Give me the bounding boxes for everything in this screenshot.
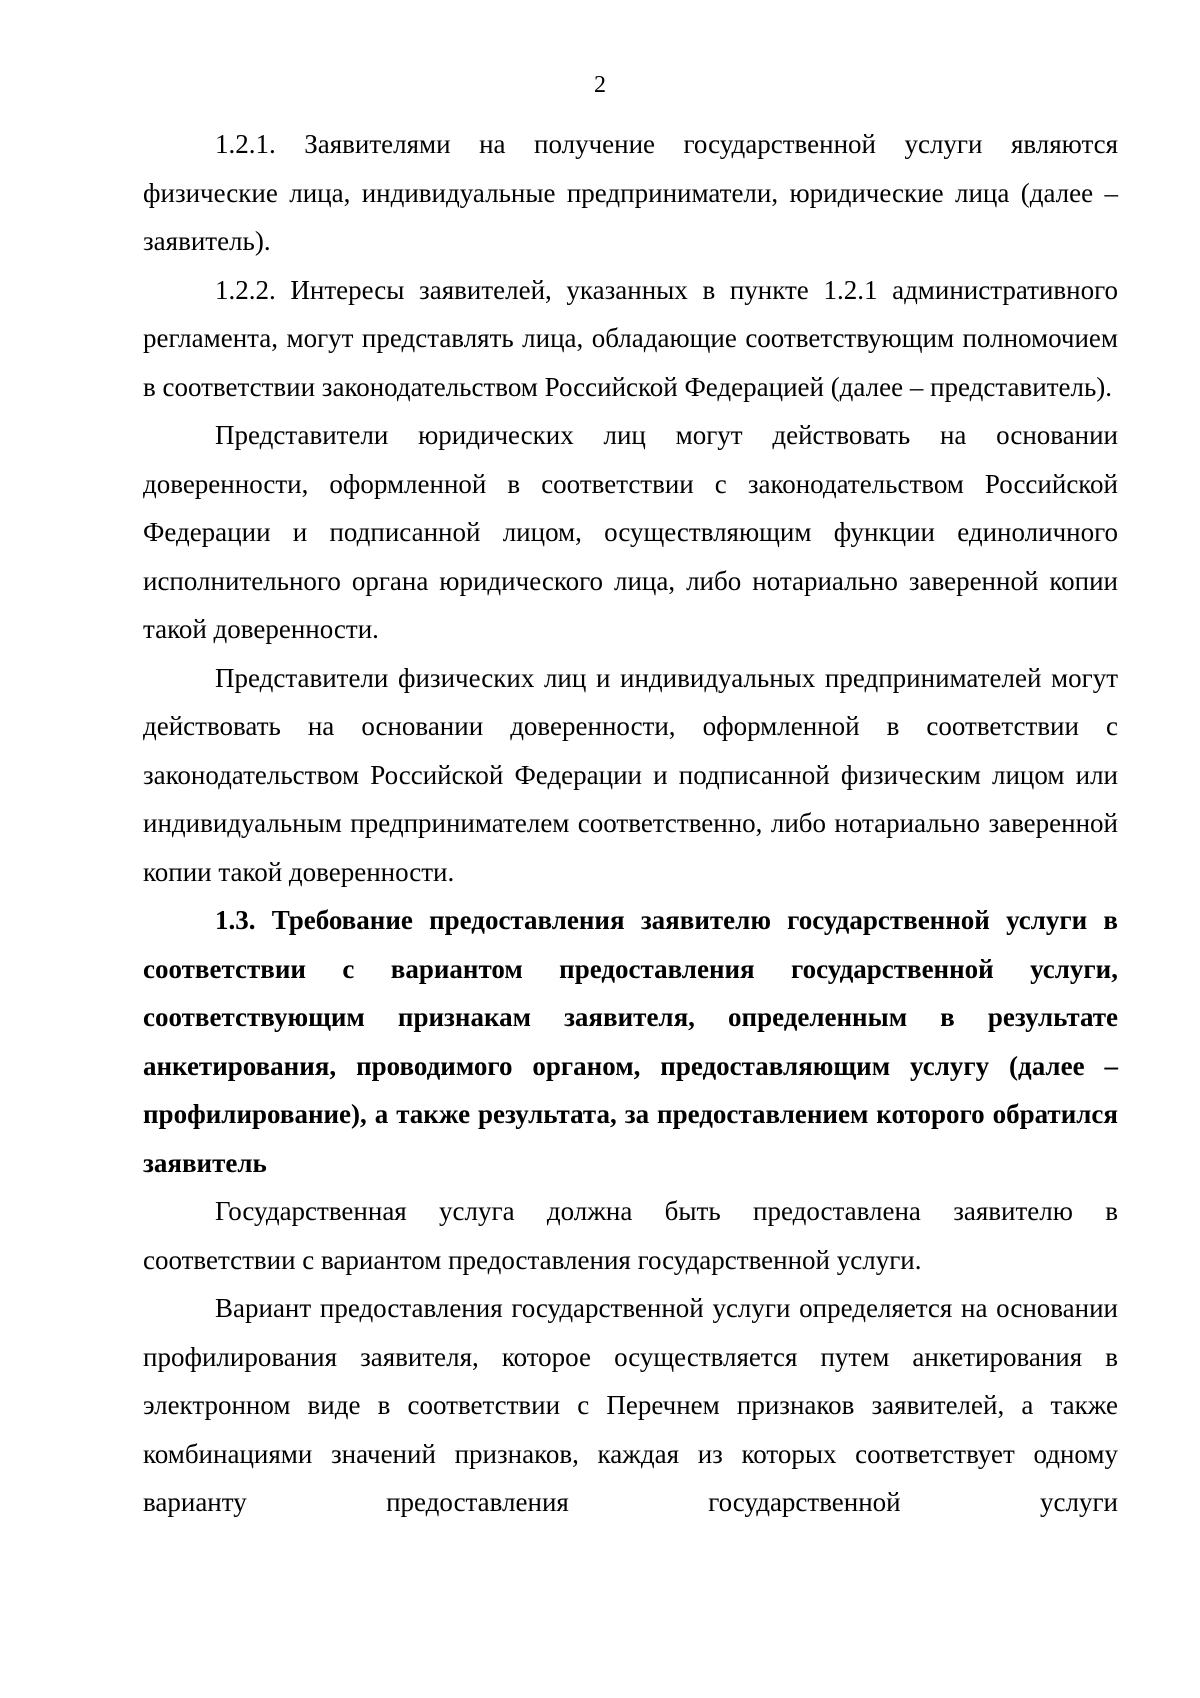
page-number: 2 [594, 72, 606, 98]
section-heading-1-3: 1.3. Требование предоставления заявителю государственной услуги в соответствии с вариантом предоставления государственной услуги, соответствующим признакам заявителя, определенным в результате анкетирования, проводимого органом, предоставляющим услугу (далее – профилирование), а также результата, за предоставлением которого обратился заявитель [143, 905, 1118, 1178]
paragraph-legal-entity-representatives: Представители юридических лиц могут действовать на основании доверенности, оформленной в соответствии с законодательством Российской Федерации и подписанной лицом, осуществляющим функции единоличного исполнительного органа юридического лица, либо нотариально заверенной копии такой доверенности. [143, 420, 1118, 644]
paragraph-1-2-1: 1.2.1. Заявителями на получение государственной услуги являются физические лица, индивидуальные предприниматели, юридические лица (далее – заявитель). [143, 129, 1118, 256]
paragraph-variant-determination: Вариант предоставления государственной услуги определяется на основании профилирования заявителя, которое осуществляется путем анкетирования в электронном виде в соответствии с Перечнем признаков заявителей, а также комбинациями значений признаков, каждая из которых соответствует одному варианту предоставления государственной услуги [143, 1293, 1118, 1517]
paragraph-1-2-2: 1.2.2. Интересы заявителей, указанных в пункте 1.2.1 административного регламента, могут представлять лица, обладающие соответствующим полномочием в соответствии законодательством Российской Федерацией (далее – представитель). [143, 274, 1118, 402]
paragraph-service-variant: Государственная услуга должна быть предоставлена заявителю в соответствии с вариантом предоставления государственной услуги. [143, 1196, 1118, 1275]
document-body [143, 120, 1118, 1527]
paragraph-individual-representatives: Представители физических лиц и индивидуальных предпринимателей могут действовать на основании доверенности, оформленной в соответствии с законодательством Российской Федерации и подписанной физическим лицом или индивидуальным предпринимателем соответственно, либо нотариально заверенной копии такой доверенности. [143, 662, 1118, 887]
